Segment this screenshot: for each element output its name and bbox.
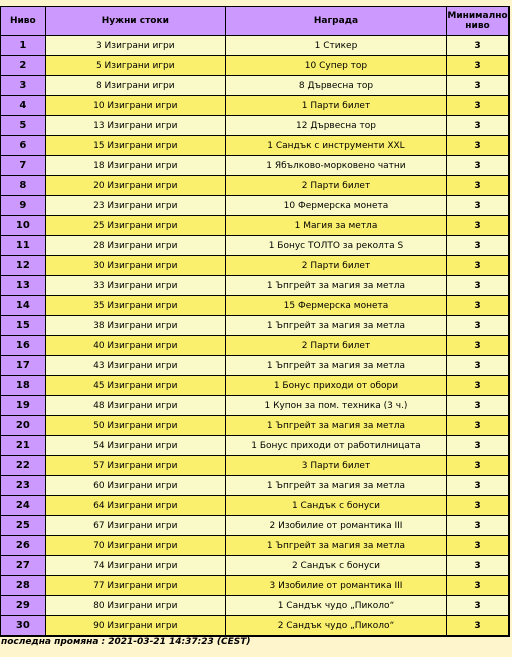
- table-row: [1, 196, 508, 216]
- table-row: [1, 236, 508, 256]
- reward-cell: 3 Парти билет: [226, 456, 447, 476]
- min-level-cell: 3: [447, 576, 508, 596]
- table-row: [1, 416, 508, 436]
- min-level-cell: 3: [447, 36, 508, 56]
- goods-cell: 33 Изиграни игри: [46, 276, 226, 296]
- min-level-cell: 3: [447, 496, 508, 516]
- last-change-text: последна промяна : 2021-03-21 14:37:23 (CEST): [1, 637, 251, 647]
- level-cell: 1: [1, 36, 46, 56]
- level-cell: 9: [1, 196, 46, 216]
- reward-cell: 1 Парти билет: [226, 96, 447, 116]
- table-row: [1, 296, 508, 316]
- level-cell: 13: [1, 276, 46, 296]
- reward-cell: 10 Фермерска монета: [226, 196, 447, 216]
- reward-cell: 1 Сандък с инструменти XXL: [226, 136, 447, 156]
- min-level-cell: 3: [447, 356, 508, 376]
- table-row: [1, 396, 508, 416]
- level-cell: 6: [1, 136, 46, 156]
- goods-cell: 90 Изиграни игри: [46, 616, 226, 636]
- level-cell: 2: [1, 56, 46, 76]
- table-row: [1, 176, 508, 196]
- min-level-cell: 3: [447, 216, 508, 236]
- min-level-cell: 3: [447, 616, 508, 636]
- table-row: [1, 276, 508, 296]
- min-level-cell: 3: [447, 56, 508, 76]
- goods-cell: 43 Изиграни игри: [46, 356, 226, 376]
- table-body: [1, 36, 508, 636]
- table-row: [1, 616, 508, 636]
- min-level-cell: 3: [447, 96, 508, 116]
- reward-cell: 1 Стикер: [226, 36, 447, 56]
- goods-cell: 54 Изиграни игри: [46, 436, 226, 456]
- table-row: [1, 376, 508, 396]
- reward-cell: 1 Ъпгрейт за магия за метла: [226, 276, 447, 296]
- reward-cell: 2 Сандък с бонуси: [226, 556, 447, 576]
- goods-cell: 30 Изиграни игри: [46, 256, 226, 276]
- goods-cell: 35 Изиграни игри: [46, 296, 226, 316]
- min-level-cell: 3: [447, 156, 508, 176]
- reward-cell: 1 Ъпгрейт за магия за метла: [226, 356, 447, 376]
- table-row: [1, 336, 508, 356]
- table-row: [1, 96, 508, 116]
- goods-cell: 60 Изиграни игри: [46, 476, 226, 496]
- header-reward: Награда: [226, 7, 447, 36]
- min-level-cell: 3: [447, 436, 508, 456]
- reward-cell: 10 Супер тор: [226, 56, 447, 76]
- level-cell: 18: [1, 376, 46, 396]
- level-cell: 11: [1, 236, 46, 256]
- table-header: [1, 7, 508, 36]
- level-cell: 5: [1, 116, 46, 136]
- level-cell: 19: [1, 396, 46, 416]
- table-row: [1, 356, 508, 376]
- min-level-cell: 3: [447, 556, 508, 576]
- level-cell: 17: [1, 356, 46, 376]
- goods-cell: 8 Изиграни игри: [46, 76, 226, 96]
- min-level-cell: 3: [447, 316, 508, 336]
- table-row: [1, 476, 508, 496]
- reward-cell: 1 Бонус ТОЛТО за реколта S: [226, 236, 447, 256]
- table-row: [1, 76, 508, 96]
- reward-cell: 1 Ъпгрейт за магия за метла: [226, 416, 447, 436]
- min-level-cell: 3: [447, 236, 508, 256]
- min-level-cell: 3: [447, 596, 508, 616]
- header-goods: Нужни стоки: [46, 7, 226, 36]
- header-level: Ниво: [1, 7, 46, 36]
- goods-cell: 77 Изиграни игри: [46, 576, 226, 596]
- min-level-cell: 3: [447, 416, 508, 436]
- table-row: [1, 56, 508, 76]
- level-cell: 24: [1, 496, 46, 516]
- reward-cell: 2 Изобилие от романтика III: [226, 516, 447, 536]
- header-min-line1: Минимално: [447, 11, 508, 21]
- reward-cell: 2 Парти билет: [226, 336, 447, 356]
- table-row: [1, 576, 508, 596]
- level-cell: 29: [1, 596, 46, 616]
- reward-cell: 2 Сандък чудо „Пиколо“: [226, 616, 447, 636]
- goods-cell: 3 Изиграни игри: [46, 36, 226, 56]
- goods-cell: 13 Изиграни игри: [46, 116, 226, 136]
- reward-cell: 1 Ъпгрейт за магия за метла: [226, 476, 447, 496]
- table-row: [1, 256, 508, 276]
- reward-cell: 2 Парти билет: [226, 256, 447, 276]
- min-level-cell: 3: [447, 516, 508, 536]
- goods-cell: 74 Изиграни игри: [46, 556, 226, 576]
- table-row: [1, 556, 508, 576]
- min-level-cell: 3: [447, 296, 508, 316]
- level-cell: 15: [1, 316, 46, 336]
- min-level-cell: 3: [447, 176, 508, 196]
- min-level-cell: 3: [447, 136, 508, 156]
- goods-cell: 80 Изиграни игри: [46, 596, 226, 616]
- table-row: [1, 36, 508, 56]
- level-cell: 8: [1, 176, 46, 196]
- level-cell: 3: [1, 76, 46, 96]
- reward-cell: 1 Ъпгрейт за магия за метла: [226, 536, 447, 556]
- level-cell: 22: [1, 456, 46, 476]
- reward-cell: 1 Сандък чудо „Пиколо“: [226, 596, 447, 616]
- level-cell: 23: [1, 476, 46, 496]
- table-row: [1, 156, 508, 176]
- min-level-cell: 3: [447, 536, 508, 556]
- table-row: [1, 216, 508, 236]
- goods-cell: 28 Изиграни игри: [46, 236, 226, 256]
- goods-cell: 5 Изиграни игри: [46, 56, 226, 76]
- table-row: [1, 496, 508, 516]
- level-cell: 10: [1, 216, 46, 236]
- goods-cell: 50 Изиграни игри: [46, 416, 226, 436]
- goods-cell: 70 Изиграни игри: [46, 536, 226, 556]
- table-row: [1, 456, 508, 476]
- goods-cell: 18 Изиграни игри: [46, 156, 226, 176]
- level-cell: 26: [1, 536, 46, 556]
- reward-cell: 1 Ябълково-морковено чатни: [226, 156, 447, 176]
- goods-cell: 10 Изиграни игри: [46, 96, 226, 116]
- goods-cell: 20 Изиграни игри: [46, 176, 226, 196]
- level-cell: 28: [1, 576, 46, 596]
- table-row: [1, 536, 508, 556]
- reward-cell: 2 Парти билет: [226, 176, 447, 196]
- goods-cell: 25 Изиграни игри: [46, 216, 226, 236]
- reward-cell: 15 Фермерска монета: [226, 296, 447, 316]
- reward-cell: 1 Ъпгрейт за магия за метла: [226, 316, 447, 336]
- min-level-cell: 3: [447, 456, 508, 476]
- table-row: [1, 516, 508, 536]
- min-level-cell: 3: [447, 196, 508, 216]
- min-level-cell: 3: [447, 476, 508, 496]
- table-row: [1, 136, 508, 156]
- table-row: [1, 596, 508, 616]
- level-cell: 14: [1, 296, 46, 316]
- reward-cell: 1 Магия за метла: [226, 216, 447, 236]
- goods-cell: 15 Изиграни игри: [46, 136, 226, 156]
- min-level-cell: 3: [447, 256, 508, 276]
- header-min-level: [447, 7, 508, 36]
- level-cell: 12: [1, 256, 46, 276]
- level-cell: 27: [1, 556, 46, 576]
- min-level-cell: 3: [447, 276, 508, 296]
- reward-cell: 1 Бонус приходи от работилницата: [226, 436, 447, 456]
- goods-cell: 23 Изиграни игри: [46, 196, 226, 216]
- level-cell: 7: [1, 156, 46, 176]
- reward-cell: 1 Сандък с бонуси: [226, 496, 447, 516]
- level-cell: 20: [1, 416, 46, 436]
- min-level-cell: 3: [447, 336, 508, 356]
- goods-cell: 40 Изиграни игри: [46, 336, 226, 356]
- min-level-cell: 3: [447, 376, 508, 396]
- min-level-cell: 3: [447, 116, 508, 136]
- header-min-line2: ниво: [465, 21, 490, 31]
- goods-cell: 57 Изиграни игри: [46, 456, 226, 476]
- reward-cell: 12 Дървесна тор: [226, 116, 447, 136]
- goods-cell: 45 Изиграни игри: [46, 376, 226, 396]
- goods-cell: 38 Изиграни игри: [46, 316, 226, 336]
- header-row: [1, 7, 508, 36]
- table-row: [1, 436, 508, 456]
- level-cell: 4: [1, 96, 46, 116]
- goods-cell: 64 Изиграни игри: [46, 496, 226, 516]
- reward-cell: 1 Бонус приходи от обори: [226, 376, 447, 396]
- level-cell: 21: [1, 436, 46, 456]
- goods-cell: 48 Изиграни игри: [46, 396, 226, 416]
- table-row: [1, 116, 508, 136]
- rewards-table: [0, 6, 510, 637]
- level-cell: 16: [1, 336, 46, 356]
- reward-cell: 1 Купон за пом. техника (3 ч.): [226, 396, 447, 416]
- level-cell: 25: [1, 516, 46, 536]
- min-level-cell: 3: [447, 396, 508, 416]
- table-row: [1, 316, 508, 336]
- level-cell: 30: [1, 616, 46, 636]
- min-level-cell: 3: [447, 76, 508, 96]
- reward-cell: 3 Изобилие от романтика III: [226, 576, 447, 596]
- goods-cell: 67 Изиграни игри: [46, 516, 226, 536]
- reward-cell: 8 Дървесна тор: [226, 76, 447, 96]
